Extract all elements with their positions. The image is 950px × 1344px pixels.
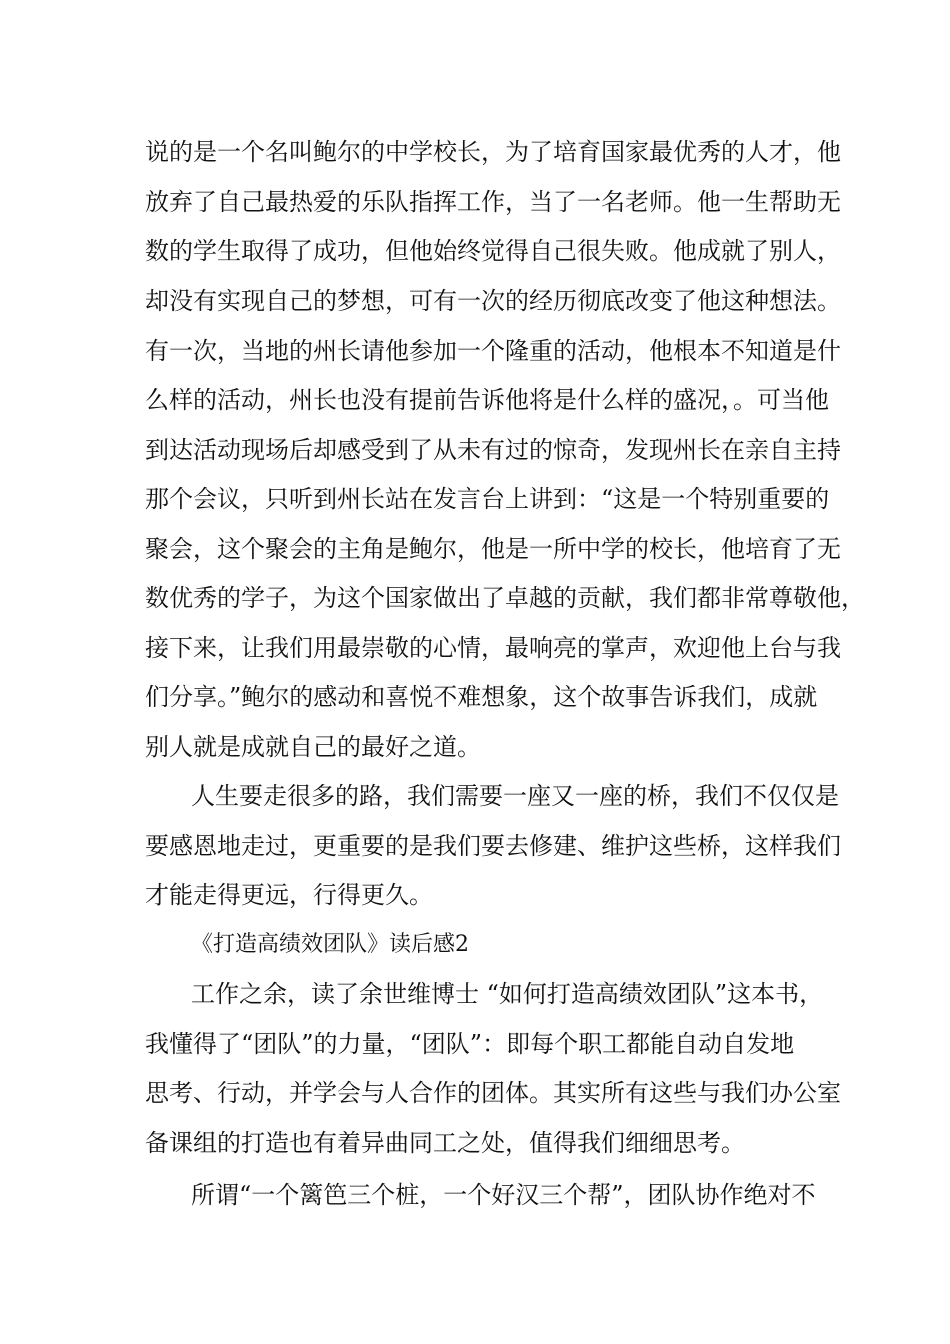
text-line: 工作之余，读了余世维博士 “如何打造高绩效团队”这本书，: [191, 980, 824, 1008]
text-line: 那个会议，只听到州长站在发言台上讲到：“这是一个特别重要的: [145, 485, 830, 513]
text-line: 数优秀的学子，为这个国家做出了卓越的贡献，我们都非常尊敬他，: [145, 584, 865, 612]
text-line: 们分享。”鲍尔的感动和喜悦不难想象，这个故事告诉我们，成就: [145, 683, 818, 711]
section-heading: 《打造高绩效团队》读后感2: [191, 932, 469, 957]
text-line: 却没有实现自己的梦想，可有一次的经历彻底改变了他这种想法。: [145, 287, 841, 315]
text-line: 数的学生取得了成功，但他始终觉得自己很失败。他成就了别人，: [145, 237, 841, 265]
text-line: 人生要走很多的路，我们需要一座又一座的桥，我们不仅仅是: [191, 782, 839, 810]
text-line: 聚会，这个聚会的主角是鲍尔，他是一所中学的校长，他培育了无: [145, 535, 841, 563]
text-line: 说的是一个名叫鲍尔的中学校长，为了培育国家最优秀的人才，他: [145, 138, 841, 166]
text-line: 要感恩地走过，更重要的是我们要去修建、维护这些桥，这样我们: [145, 832, 841, 860]
text-line: 所谓“一个篱笆三个桩，一个好汉三个帮”，团队协作绝对不: [191, 1181, 816, 1209]
text-line: 才能走得更远，行得更久。: [145, 881, 433, 909]
text-line: 别人就是成就自己的最好之道。: [145, 733, 481, 761]
text-line: 备课组的打造也有着异曲同工之处，值得我们细细思考。: [145, 1129, 745, 1157]
text-line: 我懂得了“团队”的力量，“团队”：即每个职工都能自动自发地: [145, 1030, 795, 1058]
text-line: 思考、行动，并学会与人合作的团体。其实所有这些与我们办公室: [145, 1079, 841, 1107]
text-line: 接下来，让我们用最崇敬的心情，最响亮的掌声，欢迎他上台与我: [145, 634, 841, 662]
text-line: 到达活动现场后却感受到了从未有过的惊奇，发现州长在亲自主持: [145, 436, 841, 464]
text-line: 么样的活动，州长也没有提前告诉他将是什么样的盛况，。可当他: [145, 386, 829, 414]
text-line: 放弃了自己最热爱的乐队指挥工作，当了一名老师。他一生帮助无: [145, 188, 841, 216]
text-line: 有一次，当地的州长请他参加一个隆重的活动，他根本不知道是什: [145, 337, 841, 365]
